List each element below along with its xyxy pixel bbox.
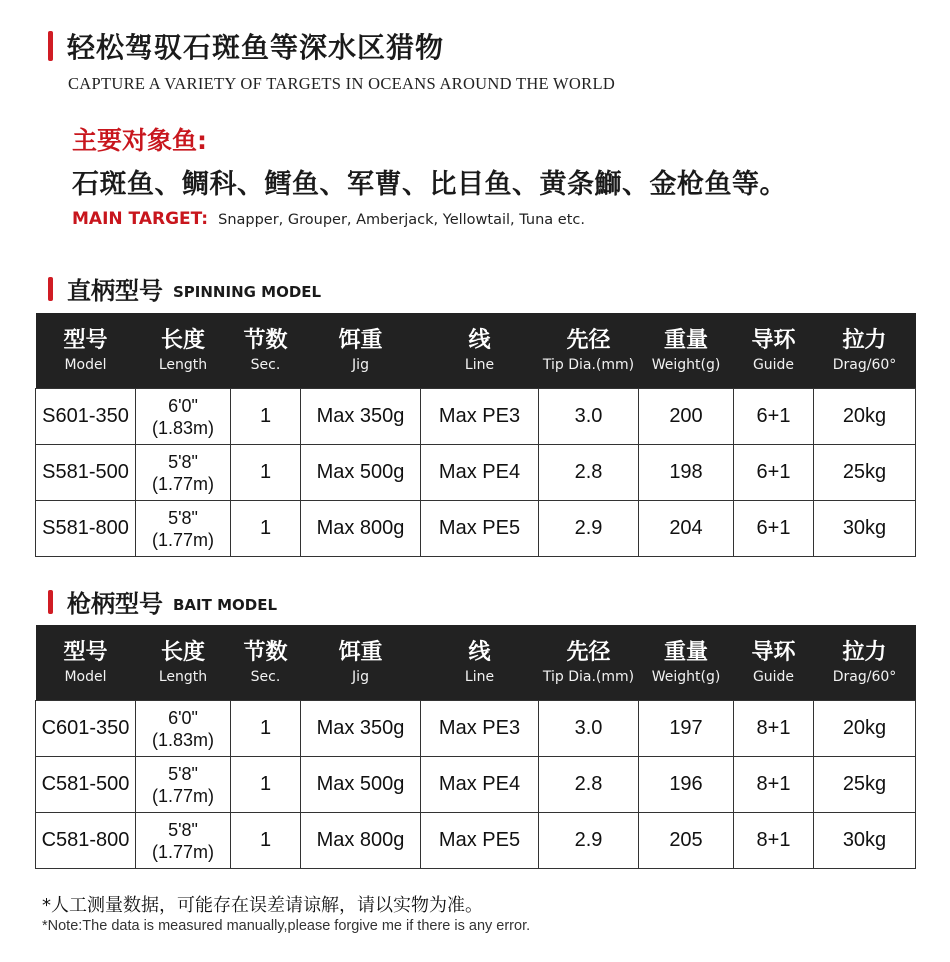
table-row	[36, 389, 916, 445]
cell-line: Max PE3	[421, 701, 539, 757]
cell-line: Max PE4	[421, 757, 539, 813]
cell-tip-dia: 2.8	[539, 757, 639, 813]
cell-model: S581-800	[36, 501, 136, 557]
cell-drag: 25kg	[814, 445, 916, 501]
cell-model: S581-500	[36, 445, 136, 501]
table-row	[36, 445, 916, 501]
spinning-title-cn: 直柄型号	[67, 277, 163, 305]
bait-title-en: BAIT MODEL	[173, 595, 278, 614]
cell-line: Max PE3	[421, 389, 539, 445]
cell-tip-dia: 2.8	[539, 445, 639, 501]
cell-sections: 1	[231, 813, 301, 869]
table-header-row	[36, 313, 916, 389]
cell-line: Max PE4	[421, 445, 539, 501]
col-drag: 拉力 Drag/60°	[814, 625, 916, 701]
page-title: 轻松驾驭石斑鱼等深水区猎物	[67, 31, 445, 64]
cell-model: C601-350	[36, 701, 136, 757]
title-accent-bar	[48, 31, 53, 61]
spinning-accent-bar	[48, 277, 53, 301]
cell-sections: 1	[231, 501, 301, 557]
cell-length: 6'0" (1.83m)	[136, 389, 231, 445]
cell-guide: 6+1	[734, 389, 814, 445]
cell-jig: Max 800g	[301, 501, 421, 557]
table-row	[36, 813, 916, 869]
cell-drag: 30kg	[814, 501, 916, 557]
col-tip-dia: 先径 Tip Dia.(mm)	[539, 625, 639, 701]
col-guide: 导环 Guide	[734, 625, 814, 701]
cell-guide: 6+1	[734, 501, 814, 557]
cell-tip-dia: 2.9	[539, 501, 639, 557]
cell-drag: 20kg	[814, 389, 916, 445]
col-sections: 节数 Sec.	[231, 313, 301, 389]
col-drag: 拉力 Drag/60°	[814, 313, 916, 389]
bait-section-heading	[48, 584, 277, 619]
cell-weight: 197	[639, 701, 734, 757]
cell-weight: 205	[639, 813, 734, 869]
note-en: *Note:The data is measured manually,please forgive me if there is any error.	[42, 918, 531, 934]
bait-accent-bar	[48, 590, 53, 614]
cell-length: 5'8" (1.77m)	[136, 757, 231, 813]
col-length: 长度 Length	[136, 625, 231, 701]
cell-guide: 8+1	[734, 701, 814, 757]
cell-guide: 8+1	[734, 757, 814, 813]
col-model: 型号 Model	[36, 313, 136, 389]
cell-sections: 1	[231, 701, 301, 757]
target-en-row	[72, 209, 585, 229]
main-title-block	[48, 26, 444, 66]
cell-sections: 1	[231, 389, 301, 445]
col-sections: 节数 Sec.	[231, 625, 301, 701]
cell-tip-dia: 2.9	[539, 813, 639, 869]
note-cn: *人工测量数据，可能存在误差请谅解，请以实物为准。	[42, 895, 483, 916]
table-row	[36, 501, 916, 557]
cell-jig: Max 350g	[301, 389, 421, 445]
col-length: 长度 Length	[136, 313, 231, 389]
cell-length: 5'8" (1.77m)	[136, 813, 231, 869]
cell-tip-dia: 3.0	[539, 701, 639, 757]
cell-model: S601-350	[36, 389, 136, 445]
cell-weight: 204	[639, 501, 734, 557]
col-weight: 重量 Weight(g)	[639, 313, 734, 389]
spinning-spec-table	[35, 313, 916, 557]
col-jig: 饵重 Jig	[301, 625, 421, 701]
cell-guide: 8+1	[734, 813, 814, 869]
col-line: 线 Line	[421, 625, 539, 701]
target-fish-en: Snapper, Grouper, Amberjack, Yellowtail, Tuna etc.	[218, 212, 585, 228]
cell-sections: 1	[231, 445, 301, 501]
table-row	[36, 757, 916, 813]
target-label-en: MAIN TARGET:	[72, 209, 209, 229]
cell-length: 5'8" (1.77m)	[136, 445, 231, 501]
col-weight: 重量 Weight(g)	[639, 625, 734, 701]
table-row	[36, 701, 916, 757]
cell-line: Max PE5	[421, 501, 539, 557]
cell-jig: Max 350g	[301, 701, 421, 757]
cell-guide: 6+1	[734, 445, 814, 501]
target-label-cn: 主要对象鱼:	[72, 126, 207, 155]
col-jig: 饵重 Jig	[301, 313, 421, 389]
cell-jig: Max 800g	[301, 813, 421, 869]
col-tip-dia: 先径 Tip Dia.(mm)	[539, 313, 639, 389]
target-fish-cn: 石斑鱼、鲷科、鳕鱼、军曹、比目鱼、黄条鰤、金枪鱼等。	[72, 169, 787, 200]
spinning-section-heading	[48, 271, 321, 306]
cell-sections: 1	[231, 757, 301, 813]
cell-model: C581-800	[36, 813, 136, 869]
cell-weight: 200	[639, 389, 734, 445]
bait-title-cn: 枪柄型号	[67, 590, 163, 618]
bait-spec-table	[35, 625, 916, 869]
table-header-row	[36, 625, 916, 701]
cell-tip-dia: 3.0	[539, 389, 639, 445]
cell-model: C581-500	[36, 757, 136, 813]
cell-weight: 198	[639, 445, 734, 501]
cell-jig: Max 500g	[301, 757, 421, 813]
col-model: 型号 Model	[36, 625, 136, 701]
cell-jig: Max 500g	[301, 445, 421, 501]
page-subtitle: CAPTURE A VARIETY OF TARGETS IN OCEANS AROUND THE WORLD	[68, 74, 616, 93]
spinning-title-en: SPINNING MODEL	[173, 282, 322, 301]
col-line: 线 Line	[421, 313, 539, 389]
cell-drag: 25kg	[814, 757, 916, 813]
cell-weight: 196	[639, 757, 734, 813]
col-guide: 导环 Guide	[734, 313, 814, 389]
cell-drag: 20kg	[814, 701, 916, 757]
cell-drag: 30kg	[814, 813, 916, 869]
cell-length: 6'0" (1.83m)	[136, 701, 231, 757]
cell-line: Max PE5	[421, 813, 539, 869]
cell-length: 5'8" (1.77m)	[136, 501, 231, 557]
